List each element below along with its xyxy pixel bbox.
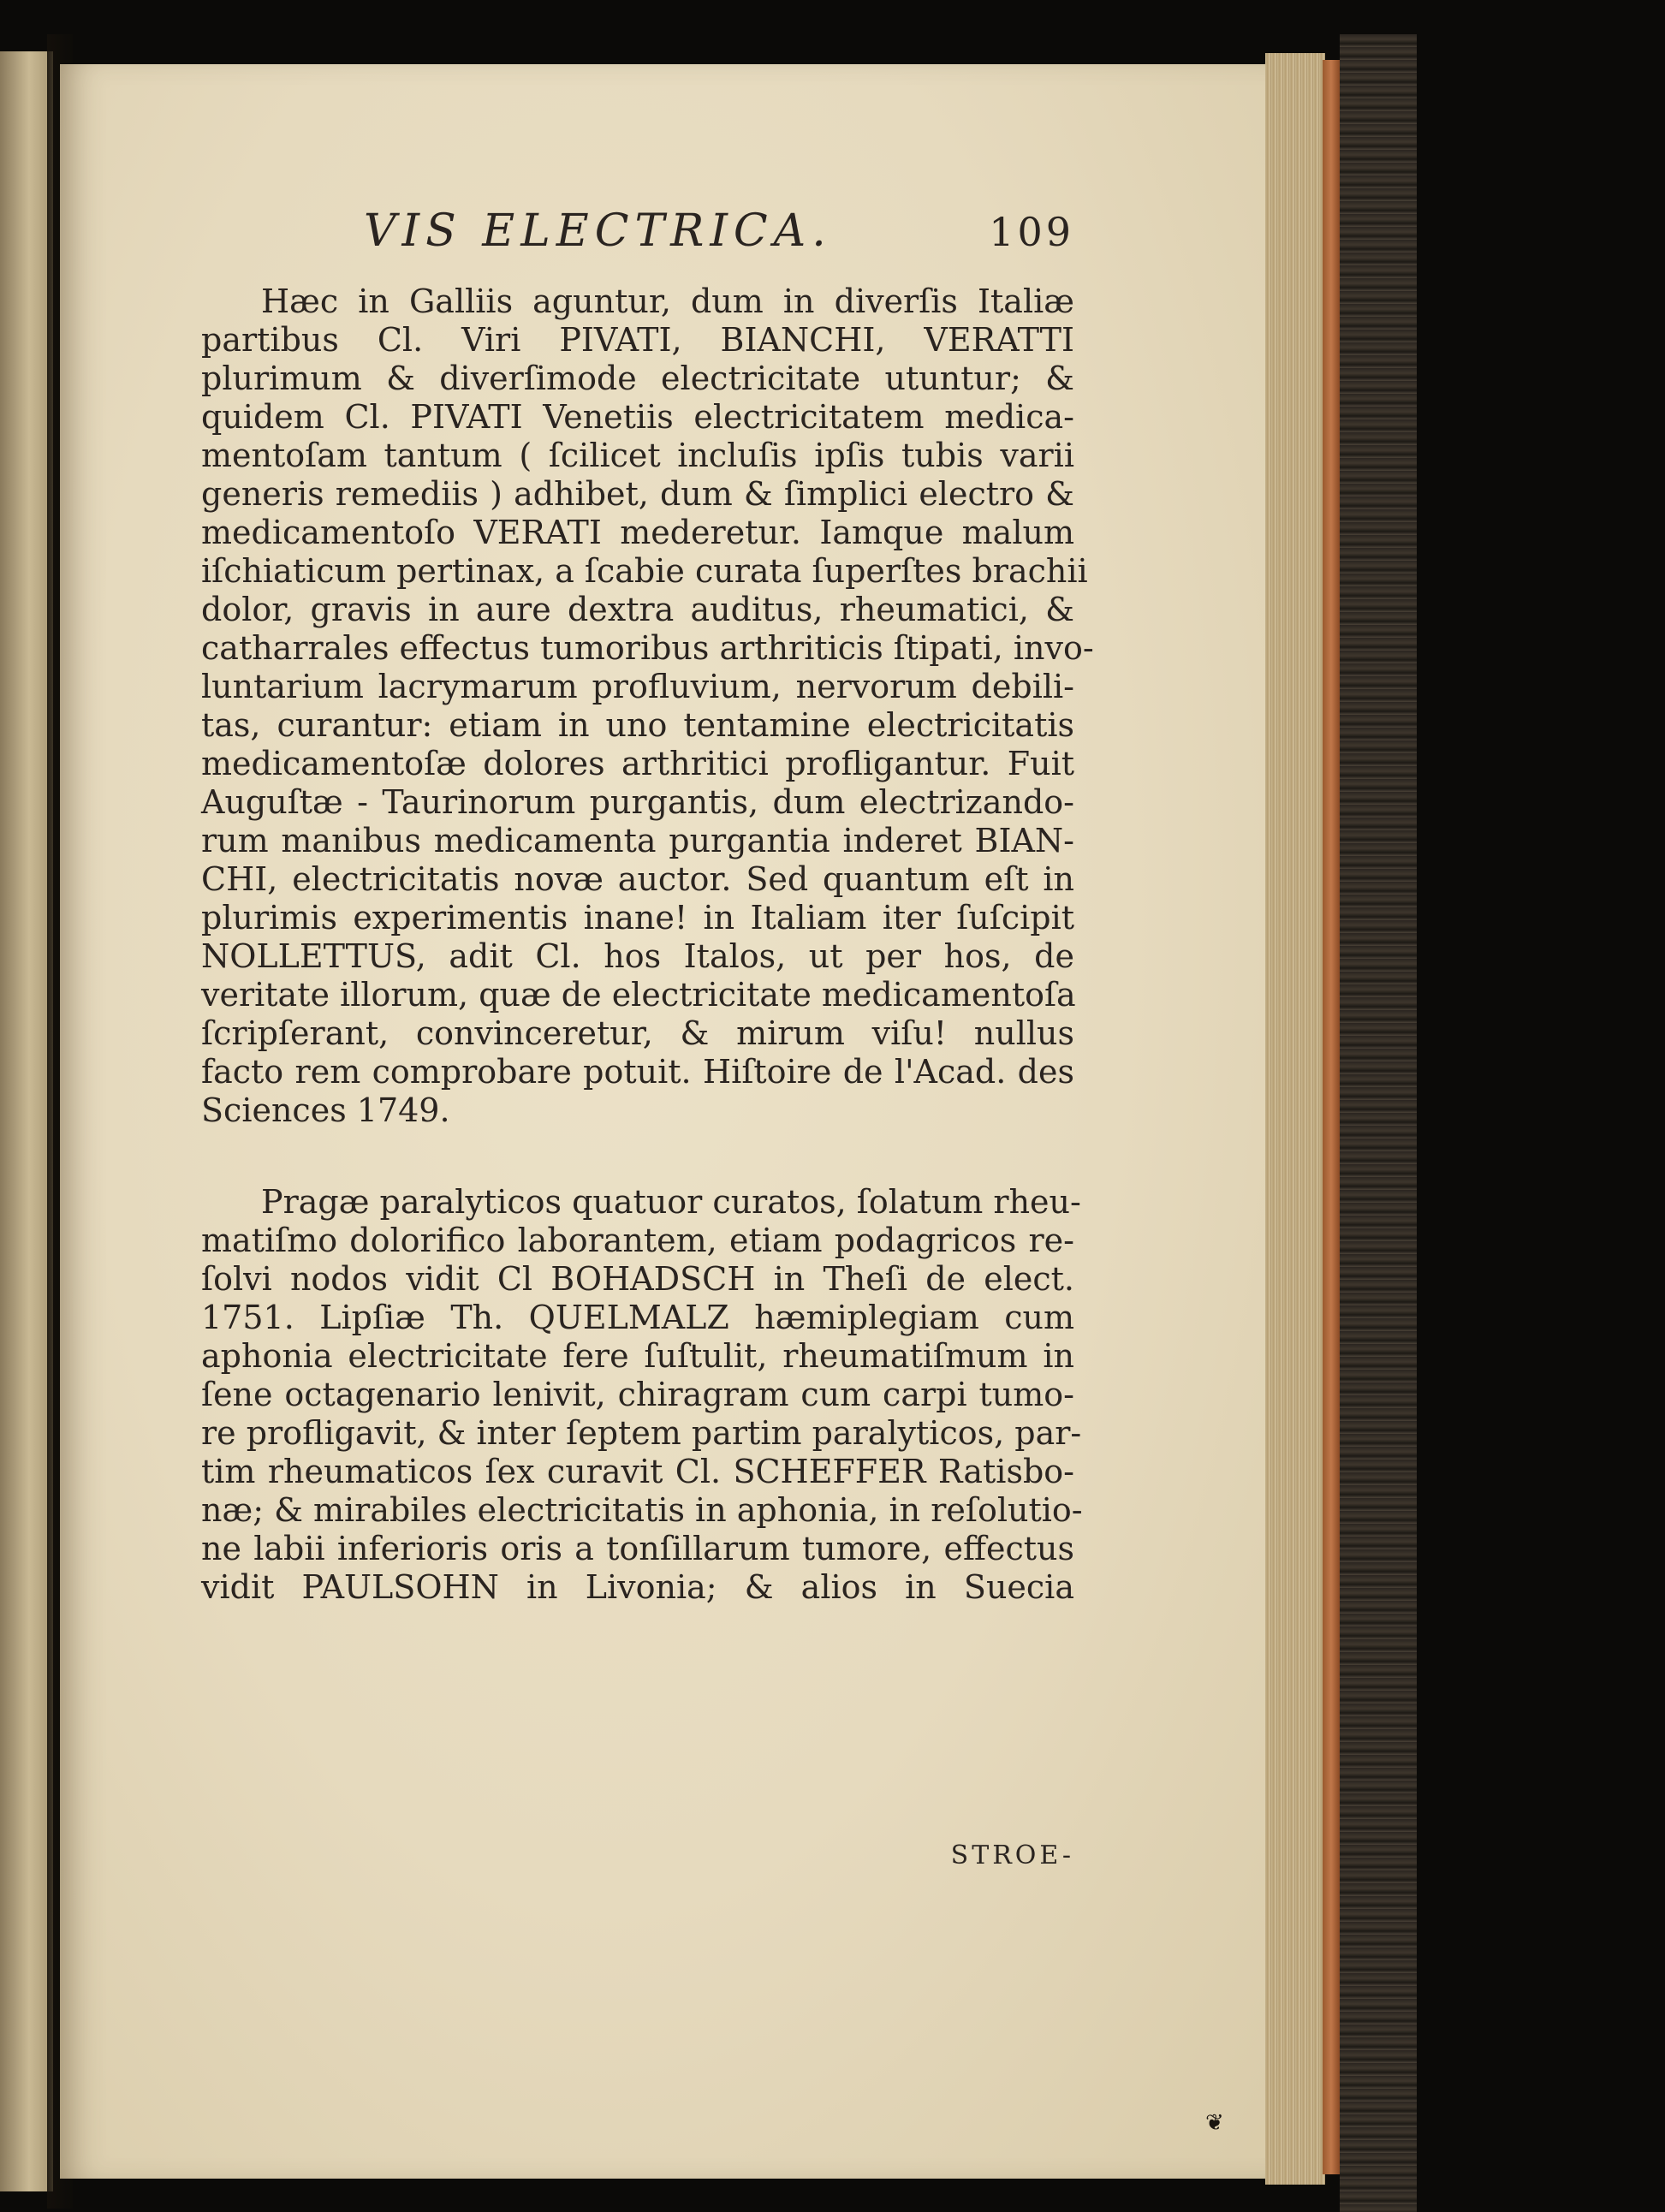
text-line: NOLLETTUS, adit Cl. hos Italos, ut per hos, de <box>201 937 1074 975</box>
text-line: ſene octagenario lenivit, chiragram cum carpi tumo- <box>201 1376 1074 1413</box>
text-line: partibus Cl. Viri PIVATI, BIANCHI, VERATTI <box>201 321 1074 359</box>
text-line: rum manibus medicamenta purgantia inderet BIAN- <box>201 822 1074 859</box>
text-line: ſolvi nodos vidit Cl BOHADSCH in Theſi de elect. <box>201 1260 1074 1298</box>
text-line: Pragæ paralyticos quatuor curatos, ſolatum rheu- <box>261 1183 1081 1221</box>
paragraph-1 <box>201 282 1094 1130</box>
text-line: generis remediis ) adhibet, dum & ſimplici electro & <box>201 475 1074 513</box>
text-line: Hæc in Galliis aguntur, dum in diverſis Italiæ <box>261 282 1074 320</box>
text-line: ne labii inferioris oris a tonſillarum tumore, effectus <box>201 1530 1074 1567</box>
catchword: STROE- <box>950 1840 1074 1870</box>
text-line: tim rheumaticos ſex curavit Cl. SCHEFFER Ratisbo- <box>201 1453 1074 1490</box>
body-text <box>201 282 1094 1607</box>
book-cover <box>1340 34 1417 2212</box>
paragraph-gap <box>201 1130 1074 1183</box>
text-line: plurimum & diverſimode electricitate utuntur; & <box>201 360 1074 397</box>
text-line: vidit PAULSOHN in Livonia; & alios in Suecia <box>201 1568 1074 1606</box>
text-line: ſcripſerant, convinceretur, & mirum viſu! nullus <box>201 1014 1074 1052</box>
text-line: catharrales effectus tumoribus arthriticis ſtipati, invo- <box>201 629 1094 667</box>
left-page-edge <box>0 51 53 2191</box>
text-line: re profligavit, & inter ſeptem partim paralyticos, par- <box>201 1414 1082 1452</box>
text-line: aphonia electricitate fere ſuſtulit, rheumatiſmum in <box>201 1337 1074 1375</box>
ornament-icon: ❦ <box>1205 2110 1224 2136</box>
running-title: VIS ELECTRICA. <box>364 205 832 257</box>
text-line: iſchiaticum pertinax, a ſcabie curata ſuperſtes brachii <box>201 552 1088 590</box>
text-line: facto rem comprobare potuit. Hiſtoire de l'Acad. des <box>201 1053 1074 1091</box>
text-line: matiſmo dolorifico laborantem, etiam podagricos re- <box>201 1222 1074 1259</box>
text-line: Sciences 1749. <box>201 1091 450 1129</box>
text-line: veritate illorum, quæ de electricitate medicamentoſa <box>201 976 1076 1014</box>
text-line: medicamentoſæ dolores arthritici profligantur. Fuit <box>201 745 1074 782</box>
text-line: næ; & mirabiles electricitatis in aphonia, in reſolutio- <box>201 1491 1083 1529</box>
paragraph-2 <box>201 1183 1083 1607</box>
text-line: CHI, electricitatis novæ auctor. Sed quantum eſt in <box>201 860 1074 898</box>
text-line: dolor, gravis in aure dextra auditus, rheumatici, & <box>201 591 1074 628</box>
text-line: tas, curantur: etiam in uno tentamine electricitatis <box>201 706 1074 744</box>
text-line: medicamentoſo VERATI mederetur. Iamque malum <box>201 514 1074 551</box>
page-number: 109 <box>989 209 1074 255</box>
page-block-edges <box>1265 53 1325 2185</box>
running-head <box>364 205 1074 257</box>
colored-edge <box>1323 60 1340 2174</box>
text-line: quidem Cl. PIVATI Venetiis electricitatem medica- <box>201 398 1074 436</box>
text-line: 1751. Lipſiæ Th. QUELMALZ hæmiplegiam cum <box>201 1299 1074 1336</box>
text-line: Auguſtæ - Taurinorum purgantis, dum electrizando- <box>201 783 1074 821</box>
text-line: mentoſam tantum ( ſcilicet incluſis ipſis tubis varii <box>201 437 1074 474</box>
text-line: luntarium lacrymarum profluvium, nervorum debili- <box>201 668 1074 705</box>
text-line: plurimis experimentis inane! in Italiam iter ſuſcipit <box>201 899 1074 937</box>
